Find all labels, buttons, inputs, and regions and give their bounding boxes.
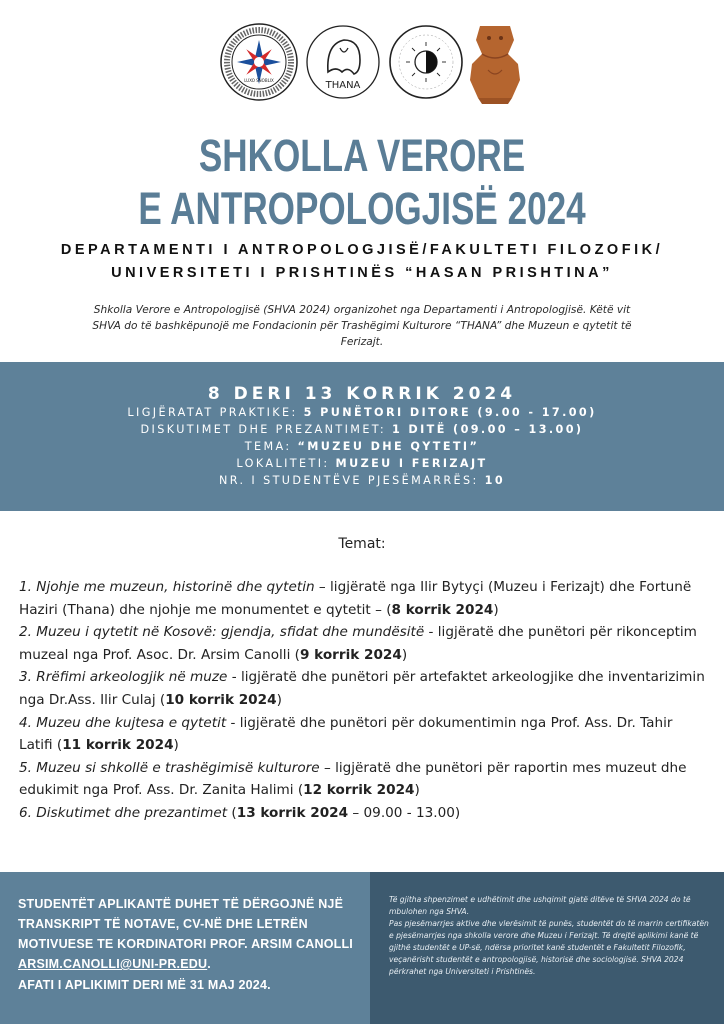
topic-title: 4. Muzeu dhe kujtesa e qytetit bbox=[19, 714, 227, 731]
detail-row bbox=[0, 455, 724, 472]
topic-tail: ) bbox=[493, 601, 499, 618]
thana-logo-text: THANA bbox=[325, 80, 361, 91]
topic-date: 10 korrik 2024 bbox=[165, 691, 277, 708]
topic-date: 13 korrik 2024 bbox=[236, 804, 349, 821]
notes-panel bbox=[370, 872, 724, 1024]
detail-value: 10 bbox=[484, 474, 506, 487]
application-instructions bbox=[18, 894, 368, 974]
footer-panels bbox=[0, 872, 724, 1024]
detail-label: LOKALITETI: bbox=[236, 457, 336, 470]
coordinator-email-link[interactable]: ARSIM.CANOLLI@UNI-PR.EDU bbox=[18, 957, 208, 971]
topic-desc: ( bbox=[227, 804, 237, 821]
detail-value: 5 PUNËTORI DITORE (9.00 - 17.00) bbox=[303, 406, 597, 419]
goddess-figurine-image bbox=[466, 18, 524, 106]
university-seal-logo bbox=[219, 22, 299, 102]
logo-row bbox=[0, 18, 724, 104]
notes-text bbox=[389, 894, 709, 978]
detail-label: DISKUTIMET DHE PREZANTIMET: bbox=[140, 423, 392, 436]
note-paragraph: Pas pjesëmarrjes aktive dhe vlerësimit të punës, studentët do të marrin certifikatën e pjesëmarrjes nga shkolla verore dhe Muzeu i Ferizajt. Të drejtë aplikimi kanë të gjithë studentët e UP-së, ndërsa prioritet kanë studentët e Fakultetit Filozofik, veçanërisht studentët e antropologjisë, historisë dhe sociologjisë. SHVA 2024 përkrahet nga Universiteti i Prishtinës. bbox=[389, 919, 709, 976]
topic-tail: – 09.00 - 13.00) bbox=[348, 804, 461, 821]
main-title-line2: E ANTROPOLOGJISË 2024 bbox=[138, 183, 586, 234]
thana-logo bbox=[304, 22, 382, 102]
detail-label: TEMA: bbox=[244, 440, 298, 453]
detail-row bbox=[0, 421, 724, 438]
topic-date: 9 korrik 2024 bbox=[299, 646, 402, 663]
detail-row bbox=[0, 404, 724, 421]
event-dates: 8 DERI 13 KORRIK 2024 bbox=[207, 384, 517, 404]
instructions-suffix: . bbox=[207, 957, 211, 971]
topic-desc: – ligjëratë dhe punëtori për raportin mes muzeut dhe edukimit nga Prof. Ass. Dr. Zanita Halimi ( bbox=[19, 759, 687, 799]
topic-tail: ) bbox=[414, 782, 420, 799]
topic-date: 12 korrik 2024 bbox=[303, 782, 415, 799]
topic-item bbox=[19, 576, 709, 621]
topic-item bbox=[19, 621, 709, 666]
topic-date: 11 korrik 2024 bbox=[62, 737, 174, 754]
topic-desc: – ligjëratë nga Ilir Bytyçi (Muzeu i Ferizajt) dhe Fortunë Haziri (Thana) dhe njohje me monumentet e qytetit – ( bbox=[19, 579, 692, 618]
topic-tail: ) bbox=[173, 737, 179, 754]
main-title-line1: SHKOLLA VERORE bbox=[198, 130, 526, 181]
topic-title: 3. Rrëfimi arkeologjik në muze bbox=[19, 669, 228, 686]
topic-desc: - ligjëratë dhe punëtori për artefaktet arkeologjike dhe inventarizimin nga Dr.Ass. Ilir Culaj ( bbox=[19, 669, 705, 708]
detail-row bbox=[0, 472, 724, 489]
detail-label: LIGJËRATAT PRAKTIKE: bbox=[127, 406, 304, 419]
topic-title: 2. Muzeu i qytetit në Kosovë: gjendja, sfidat dhe mundësitë bbox=[19, 624, 425, 641]
detail-row bbox=[0, 438, 724, 455]
topic-item bbox=[19, 712, 709, 757]
note-paragraph: Të gjitha shpenzimet e udhëtimit dhe ushqimit gjatë ditëve të SHVA 2024 do të mbulohen nga SHVA. bbox=[389, 895, 691, 916]
topic-item bbox=[19, 666, 709, 711]
topic-title: 6. Diskutimet dhe prezantimet bbox=[19, 804, 228, 821]
intro-paragraph: Shkolla Verore e Antropologjisë (SHVA 2024) organizohet nga Departamenti i Antropologjisë. Këtë vit SHVA do të bashkëpunojë me Fondacionin për Trashëgimi Kulturore “THANA” dhe Muzeun e qytetit të Ferizajt. bbox=[92, 304, 632, 348]
seminari-logo bbox=[387, 22, 465, 102]
topic-desc: - ligjëratë dhe punëtori për rikonceptim muzeal nga Prof. Asoc. Dr. Arsim Canolli ( bbox=[19, 624, 697, 663]
topic-title: 5. Muzeu si shkollë e trashëgimisë kulturore bbox=[19, 759, 320, 776]
detail-value: “MUZEU DHE QYTETI” bbox=[297, 440, 480, 453]
topics-heading: Temat: bbox=[338, 536, 386, 552]
department-line2: UNIVERSITETI I PRISHTINËS “HASAN PRISHTINA” bbox=[111, 265, 613, 281]
topic-desc: - ligjëratë dhe punëtori për dokumentimin nga Prof. Ass. Dr. Tahir Latifi ( bbox=[19, 714, 673, 754]
topic-item bbox=[19, 802, 709, 825]
topic-title: 1. Njohje me muzeun, historinë dhe qytetin bbox=[19, 579, 315, 595]
detail-value: MUZEU I FERIZAJT bbox=[335, 457, 488, 470]
topic-item bbox=[19, 757, 709, 802]
detail-label: NR. I STUDENTËVE PJESËMARRËS: bbox=[218, 474, 485, 487]
details-band bbox=[0, 362, 724, 511]
application-panel bbox=[0, 872, 370, 1024]
topic-tail: ) bbox=[401, 646, 408, 663]
application-deadline: AFATI I APLIKIMIT DERI MË 31 MAJ 2024. bbox=[18, 978, 271, 992]
department-line1: DEPARTAMENTI I ANTROPOLOGJISË/FAKULTETI FILOZOFIK/ bbox=[60, 242, 664, 258]
seal-inner-text: LUXO SNOBLIX bbox=[244, 78, 274, 83]
instructions-text: STUDENTËT APLIKANTË DUHET TË DËRGOJNË NJË TRANSKRIPT TË NOTAVE, CV-NË DHE LETRËN MOTIVUESE TE KORDINATORI PROF. ARSIM CANOLLI bbox=[18, 897, 353, 951]
detail-value: 1 DITË (09.00 – 13.00) bbox=[391, 423, 584, 436]
topics-list bbox=[19, 576, 709, 825]
topic-date: 8 korrik 2024 bbox=[391, 601, 494, 618]
topic-tail: ) bbox=[276, 691, 282, 708]
